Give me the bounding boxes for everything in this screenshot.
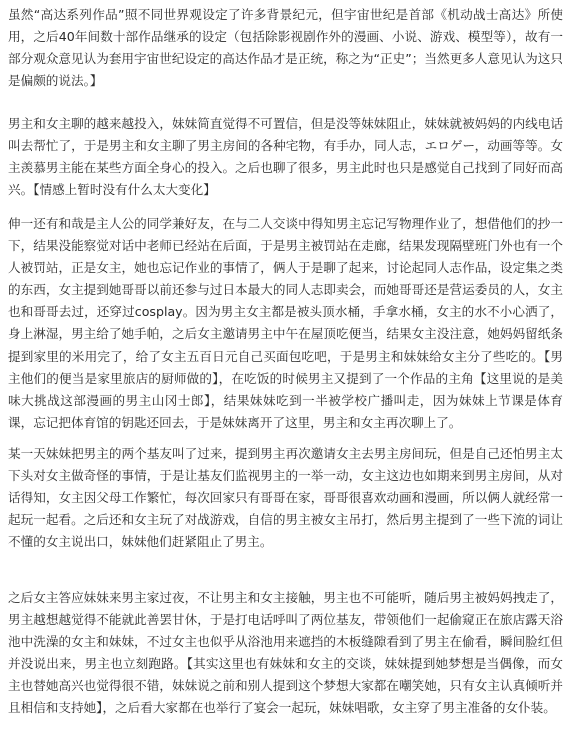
paragraph-4: 某一天妹妹把男主的两个基友叫了过来，提到男主再次邀请女主去男主房间玩，但是自己还怕男主太下头对女主做奇怪的事情，于是让基友们监视男主的一举一动，女主这边也如期来到男主房间，从对话得知，女主因父母工作繁忙，每次回家只有哥哥在家，哥哥很喜欢动画和漫画，所以俩人就经常一起玩一起看。之后还和女主玩了对战游戏，自信的男主被女主吊打，然后男主提到了一些下流的词让不懂的女主说出口，妹妹他们赶紧阻止了男主。 [8, 446, 563, 550]
paragraph-5: 之后女主答应妹妹来男主家过夜，不让男主和女主接触，男主也不可能听，随后男主被妈妈拽走了，男主越想越觉得不能就此善罢甘休，于是打电话呼叫了两位基友，带领他们一起偷窥正在旅店露天浴池中洗澡的女主和妹妹，不过女主也似乎从浴池用来遮挡的木板缝隙看到了男主在偷看，瞬间脸红但并没说出来，男主也立刻跑路。【其实这里也有妹妹和女主的交谈，妹妹提到她梦想是当偶像，而女主也替她高兴也觉得很不错，妹妹说之前和别人提到这个梦想大家都在嘲笑她，只有女主认真倾听并且相信和支持她】，之后看大家都在也举行了宴会一起玩，妹妹唱歌，女主穿了男主准备的女仆装。 [8, 590, 563, 716]
paragraph-3: 伸一还有和哉是主人公的同学兼好友，在与二人交谈中得知男主忘记写物理作业了，想借他们的抄一下，结果没能察觉对话中老师已经站在后面，于是男主被罚站在走廊，结果发现隔壁班门外也有一个人被罚站，正是女主，她也忘记作业的事情了，俩人于是聊了起来，讨论起同人志作品，设定集之类的东西，女主提到她哥哥以前还参与过日本最大的同人志即卖会，而她哥哥还是营运委员的人，女主也和哥哥去过，还穿过cosplay。因为男主女主都是被头顶水桶，手拿水桶，女主的水不小心洒了，身上淋湿，男主给了她手帕，之后女主邀请男主中午在屋顶吃便当，结果女主没注意，她妈妈留纸条提到家里的米用完了，给了女主五百日元自己买面包吃吧，于是男主和妹妹给女主分了些吃的。【男主他们的便当是家里旅店的厨师做的】，在吃饭的时候男主又提到了一个作品的主角【这里说的是美味大挑战这部漫画的男主山冈士郎】，结果妹妹吃到一半被学校广播叫走，因为妹妹上节课是体育课，忘记把体育馆的钥匙还回去，于是妹妹离开了这里，男主和女主再次聊上了。 [8, 216, 563, 430]
paragraph-2: 男主和女主聊的越来越投入，妹妹简直觉得不可置信，但是没等妹妹阻止，妹妹就被妈妈的内线电话叫去帮忙了，于是男主和女主聊了男主房间的各种宅物，有手办，同人志，エロゲー，动画等等。女主羡慕男主能在某些方面全身心的投入。之后也聊了很多，男主此时也只是感觉自己找到了同好而高兴。【情感上暂时没有什么太大变化】 [8, 116, 563, 198]
paragraph-1: 虽然“高达系列作品”照不同世界观设定了许多背景纪元，但宇宙世纪是首部《机动战士高达》所使用，之后40年间数十部作品继承的设定（包括除影视剧作外的漫画、小说、游戏、模型等），故有一部分观众意见认为套用宇宙世纪设定的高达作品才是正统，称之为“正史”；当然更多人意见认为这只是偏颇的说法。】 [8, 7, 563, 89]
